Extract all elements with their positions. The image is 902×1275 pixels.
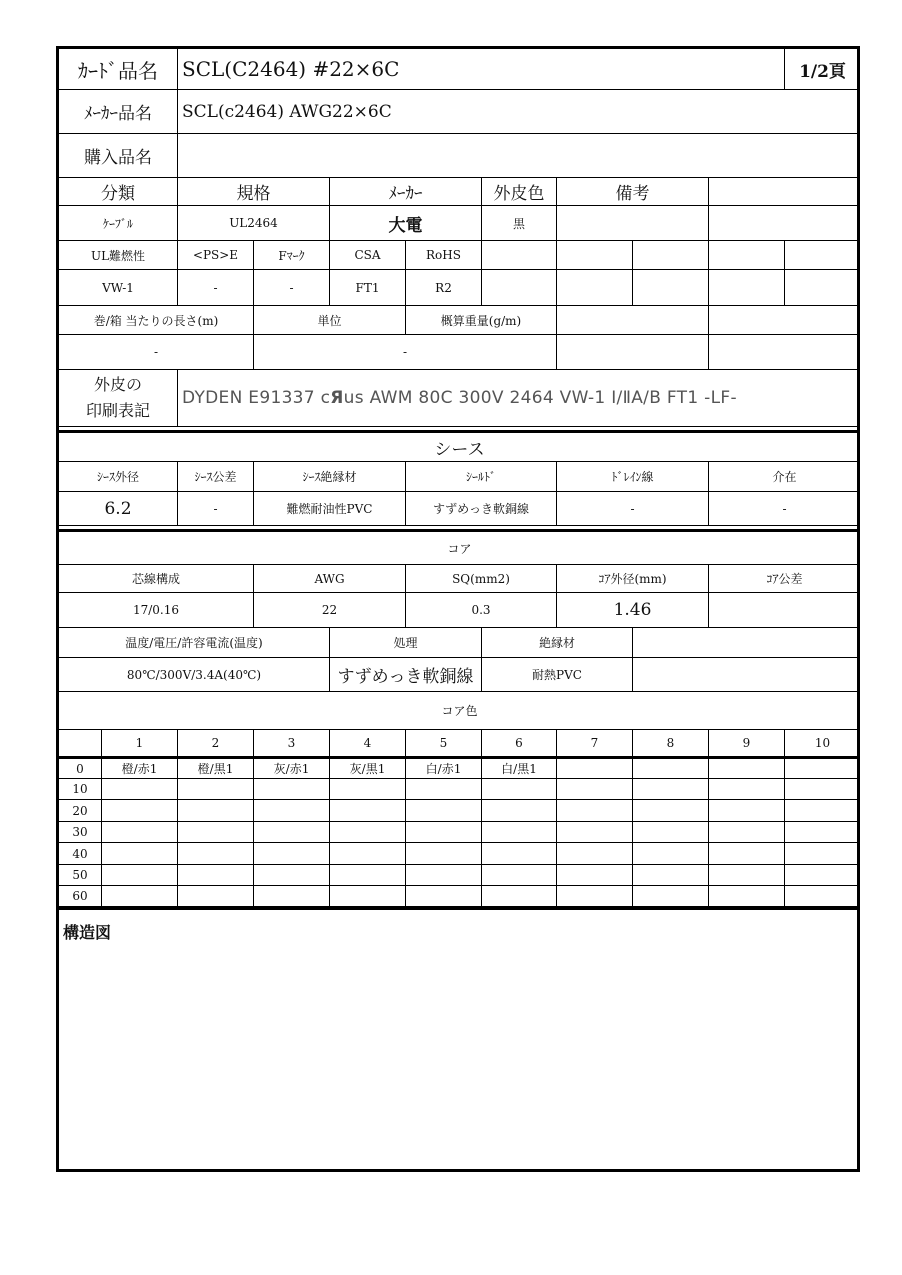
length-value: - [59,335,254,370]
classification-header: 備考 [557,178,709,206]
core-color-cell: 白/赤1 [406,757,482,779]
core-color-title: コア色 [59,692,860,730]
core-color-column-header: 2 [178,730,254,757]
core-color-cell [254,843,330,865]
empty-cell [709,335,860,370]
core-color-corner [59,730,102,757]
core-color-cell [709,865,785,886]
core-color-column-header: 6 [482,730,557,757]
rating-value: VW-1 [59,270,178,306]
core-color-cell [709,886,785,907]
core-color-cell: 橙/黒1 [178,757,254,779]
length-label: 巻/箱 当たりの長さ(m) [59,306,254,335]
core-color-cell [254,886,330,907]
empty-cell [709,178,860,206]
core-color-cell [482,843,557,865]
core-color-cell [482,800,557,822]
core-color-row-label: 40 [59,843,102,865]
core-color-cell [330,843,406,865]
rating-header: CSA [330,241,406,270]
sheath-value: すずめっき軟銅線 [406,492,557,526]
core-value: 17/0.16 [59,593,254,628]
sheath-value: - [709,492,860,526]
core-color-cell [406,865,482,886]
classification-header: 規格 [178,178,330,206]
core-color-cell [102,865,178,886]
classification-value: 大電 [330,206,482,241]
rating-header: UL難燃性 [59,241,178,270]
rating-value: - [178,270,254,306]
core-color-cell [709,757,785,779]
core-color-cell [557,886,633,907]
core-color-cell [557,843,633,865]
core-color-column-header: 10 [785,730,860,757]
core-color-cell [406,822,482,843]
empty-cell [709,270,785,306]
core-color-row-label: 0 [59,757,102,779]
empty-cell [482,241,557,270]
core-color-cell [785,886,860,907]
sheath-header: ﾄﾞﾚｲﾝ線 [557,462,709,492]
core-color-column-header: 7 [557,730,633,757]
spec-sheet [56,46,860,1172]
core-color-cell [102,779,178,800]
core-header: SQ(mm2) [406,565,557,593]
core-color-cell [785,843,860,865]
rating-value: R2 [406,270,482,306]
core-color-column-header: 8 [633,730,709,757]
core-color-cell [482,865,557,886]
rating-value: - [254,270,330,306]
print-text-after: us AWM 80C 300V 2464 VW-1 Ⅰ/ⅡA/B FT1 -LF- [343,388,737,408]
core-color-cell [633,865,709,886]
core-color-cell [406,886,482,907]
sheath-header: ｼｰｽ外径 [59,462,178,492]
core-color-cell [633,822,709,843]
core-header2: 温度/電圧/許容電流(温度) [59,628,330,658]
empty-cell [709,241,785,270]
core-color-row-label: 30 [59,822,102,843]
core-color-cell [102,822,178,843]
core-color-cell [633,886,709,907]
sheath-header: 介在 [709,462,860,492]
core-color-cell [178,865,254,886]
core-color-cell [178,886,254,907]
core-color-cell: 灰/赤1 [254,757,330,779]
core-color-cell: 橙/赤1 [102,757,178,779]
core-color-cell [330,779,406,800]
weight-label: 概算重量(g/m) [406,306,557,335]
core-color-cell [557,822,633,843]
core-value: 0.3 [406,593,557,628]
core-color-cell [254,779,330,800]
core-color-cell [178,800,254,822]
structure-diagram-title: 構造図 [63,923,112,942]
core-color-column-header: 3 [254,730,330,757]
rating-header: <PS>E [178,241,254,270]
sheath-value: 難燃耐油性PVC [254,492,406,526]
sheath-value: 6.2 [59,492,178,526]
sheath-value: - [557,492,709,526]
classification-value: UL2464 [178,206,330,241]
core-color-cell [178,822,254,843]
classification-header: 外皮色 [482,178,557,206]
card-name-label: ｶｰﾄﾞ品名 [59,49,178,90]
rating-header: RoHS [406,241,482,270]
core-color-cell [178,843,254,865]
print-text-before: DYDEN E91337 c [182,388,331,408]
core-color-cell [785,865,860,886]
empty-cell [785,270,860,306]
core-header: ｺｱ外径(mm) [557,565,709,593]
purchase-name-value [178,134,860,178]
sheath-title: シース [59,430,860,462]
empty-cell [557,335,709,370]
core-color-row-label: 60 [59,886,102,907]
core-color-cell [633,843,709,865]
core-color-cell [102,800,178,822]
core-color-cell [178,779,254,800]
core-color-cell [785,757,860,779]
core-color-cell [557,757,633,779]
core-color-column-header: 5 [406,730,482,757]
core-color-cell [557,800,633,822]
empty-cell [633,658,860,692]
core-value2: 耐熱PVC [482,658,633,692]
maker-name-label: ﾒｰｶｰ品名 [59,90,178,134]
core-header: ｺｱ公差 [709,565,860,593]
page-number: 1/2頁 [785,49,860,90]
core-header: AWG [254,565,406,593]
core-title: コア [59,529,860,565]
core-color-cell: 灰/黒1 [330,757,406,779]
core-color-cell [406,779,482,800]
core-color-cell [102,886,178,907]
core-color-cell [709,779,785,800]
core-color-cell [254,865,330,886]
core-color-cell [709,822,785,843]
core-value: 22 [254,593,406,628]
empty-cell [557,270,633,306]
structure-diagram-area [59,907,857,1169]
core-header2: 処理 [330,628,482,658]
empty-cell [709,206,860,241]
core-color-cell [482,886,557,907]
classification-value: 黒 [482,206,557,241]
core-color-cell [633,757,709,779]
core-header2: 絶縁材 [482,628,633,658]
core-color-cell [785,779,860,800]
print-label-line2: 印刷表記 [85,401,150,420]
classification-value [557,206,709,241]
core-color-cell [330,822,406,843]
core-value2: 80℃/300V/3.4A(40℃) [59,658,330,692]
empty-cell [785,241,860,270]
classification-header: ﾒｰｶｰ [330,178,482,206]
core-color-cell [557,865,633,886]
empty-cell [557,241,633,270]
core-color-cell [406,843,482,865]
empty-cell [709,306,860,335]
core-color-row-label: 50 [59,865,102,886]
print-label [59,370,178,427]
core-color-cell [633,800,709,822]
empty-cell [482,270,557,306]
core-color-cell [330,800,406,822]
print-label-line1: 外皮の [93,375,142,394]
unit-label: 単位 [254,306,406,335]
print-text [178,370,860,427]
maker-name-value: SCL(c2464) AWG22×6C [178,90,860,134]
classification-value: ｹｰﾌﾞﾙ [59,206,178,241]
core-color-cell [254,822,330,843]
unit-value: - [254,335,557,370]
core-value2: すずめっき軟銅線 [330,658,482,692]
empty-cell [633,628,860,658]
core-color-cell [709,800,785,822]
core-color-cell [102,843,178,865]
classification-header: 分類 [59,178,178,206]
core-color-column-header: 1 [102,730,178,757]
core-color-row-label: 10 [59,779,102,800]
empty-cell [557,306,709,335]
core-color-cell: 白/黒1 [482,757,557,779]
core-color-row-label: 20 [59,800,102,822]
core-color-cell [482,779,557,800]
empty-cell [633,241,709,270]
core-color-cell [557,779,633,800]
core-color-cell [482,822,557,843]
purchase-name-label: 購入品名 [59,134,178,178]
sheath-header: ｼｰｽ絶縁材 [254,462,406,492]
sheath-header: ｼｰﾙﾄﾞ [406,462,557,492]
core-color-cell [785,800,860,822]
core-header: 芯線構成 [59,565,254,593]
core-color-cell [330,865,406,886]
core-color-cell [406,800,482,822]
core-value: 1.46 [557,593,709,628]
rating-value: FT1 [330,270,406,306]
rating-header: Fﾏｰｸ [254,241,330,270]
core-color-cell [330,886,406,907]
core-color-cell [785,822,860,843]
core-value [709,593,860,628]
core-color-cell [254,800,330,822]
ul-recognized-icon: Я [330,388,344,408]
sheath-header: ｼｰｽ公差 [178,462,254,492]
core-color-cell [633,779,709,800]
empty-cell [633,270,709,306]
card-name-value: SCL(C2464) #22×6C [178,49,785,90]
sheath-value: - [178,492,254,526]
core-color-cell [709,843,785,865]
core-color-column-header: 4 [330,730,406,757]
core-color-column-header: 9 [709,730,785,757]
